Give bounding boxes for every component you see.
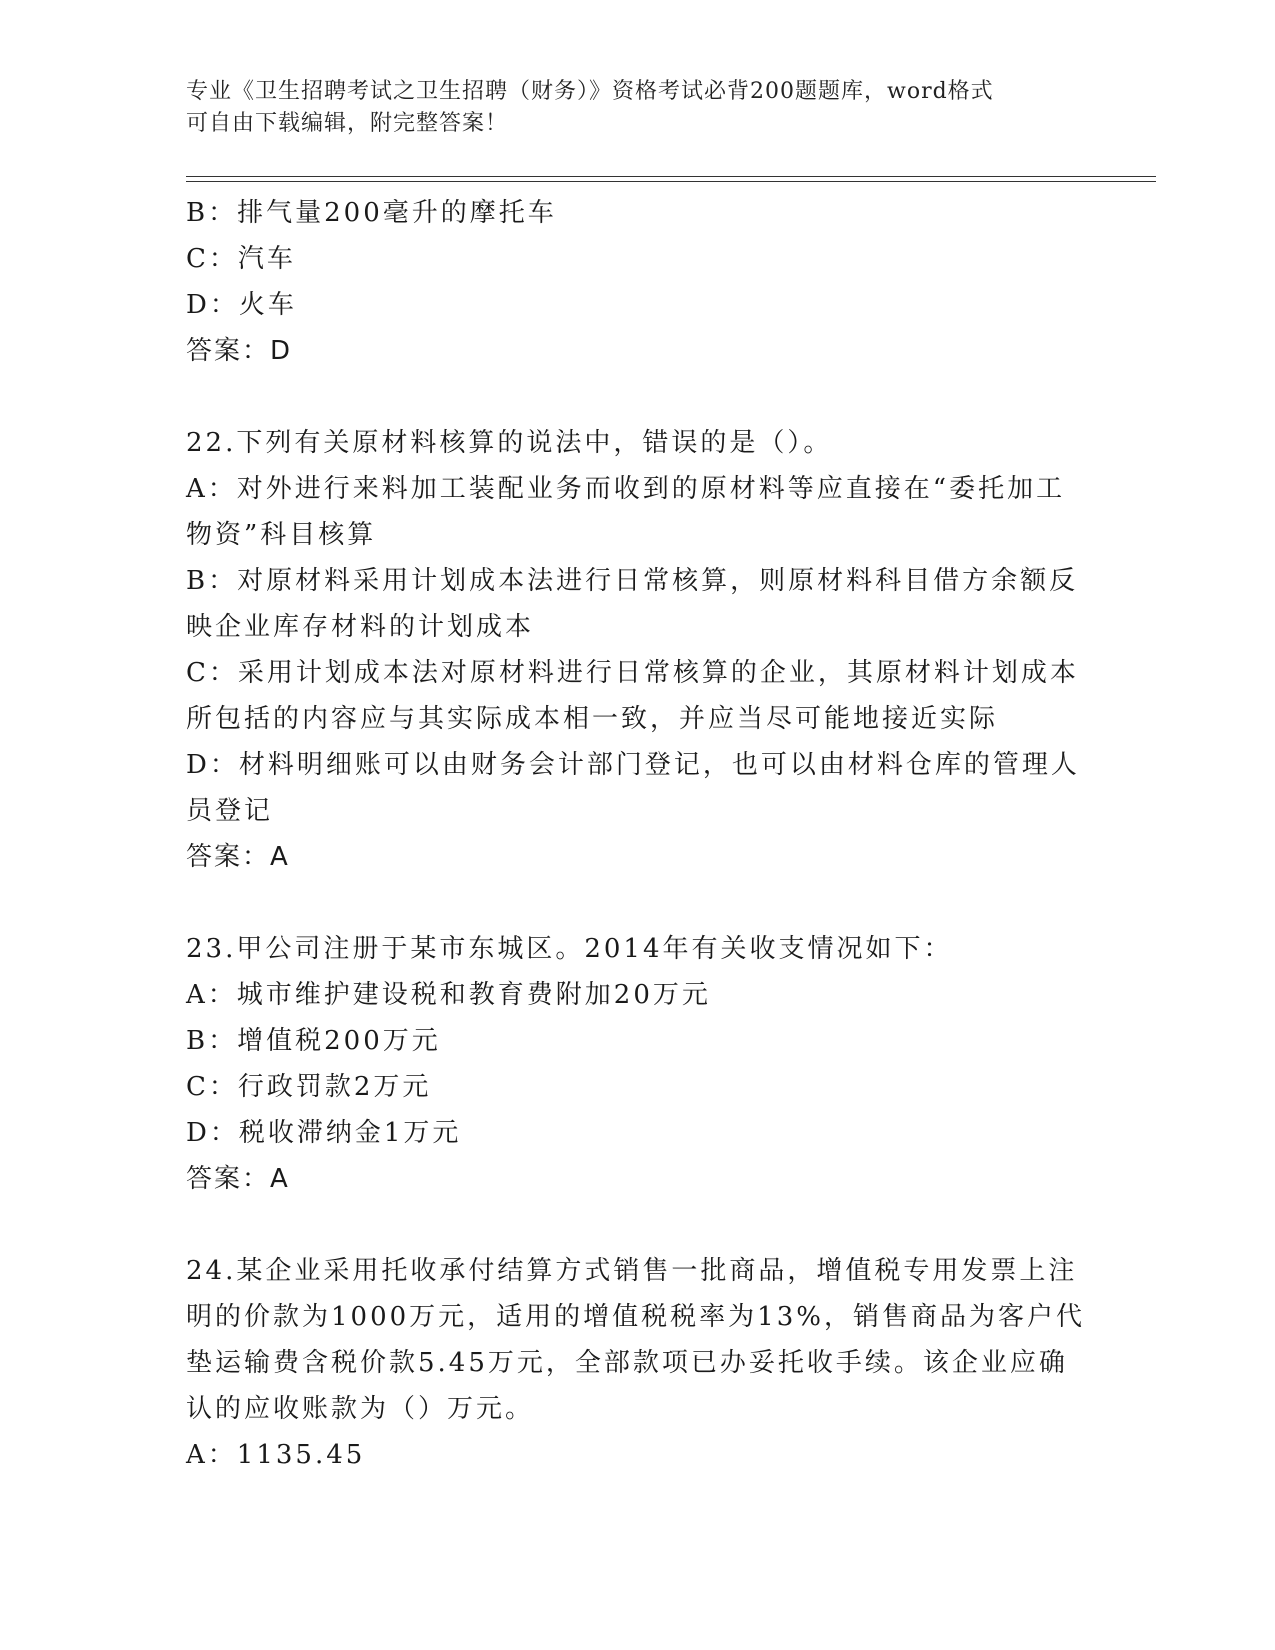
q23-option-a: A：城市维护建设税和教育费附加20万元 bbox=[186, 980, 711, 1010]
q23-option-b: B：增值税200万元 bbox=[186, 1026, 441, 1056]
q22-option-b-line-1: B：对原材料采用计划成本法进行日常核算，则原材料科目借方余额反 bbox=[186, 566, 1079, 596]
q22-option-d-line-2: 员登记 bbox=[186, 796, 274, 826]
q22-stem: 22.下列有关原材料核算的说法中，错误的是（）。 bbox=[186, 428, 833, 458]
q21-answer: 答案：D bbox=[186, 336, 293, 366]
q24-stem-line-4: 认的应收账款为（）万元。 bbox=[186, 1394, 535, 1424]
q24-stem-line-3: 垫运输费含税价款5.45万元，全部款项已办妥托收手续。该企业应确 bbox=[186, 1348, 1068, 1378]
q24-option-a: A：1135.45 bbox=[186, 1440, 366, 1470]
question-content bbox=[186, 190, 1086, 1478]
q23-stem: 23.甲公司注册于某市东城区。2014年有关收支情况如下： bbox=[186, 934, 953, 964]
header-title-line-2: 可自由下载编辑，附完整答案！ bbox=[186, 111, 509, 136]
q21-option-c: C：汽车 bbox=[186, 244, 296, 274]
q22-option-d-line-1: D：材料明细账可以由财务会计部门登记，也可以由材料仓库的管理人 bbox=[186, 750, 1080, 780]
spacer bbox=[186, 880, 1086, 926]
q22-option-a-line-1: A：对外进行来料加工装配业务而收到的原材料等应直接在“委托加工 bbox=[186, 474, 1066, 504]
q22-option-c-line-1: C：采用计划成本法对原材料进行日常核算的企业，其原材料计划成本 bbox=[186, 658, 1079, 688]
header-divider-top bbox=[186, 176, 1156, 177]
q22-option-b-line-2: 映企业库存材料的计划成本 bbox=[186, 612, 535, 642]
q24-stem-line-2: 明的价款为1000万元，适用的增值税税率为13%，销售商品为客户代 bbox=[186, 1302, 1085, 1332]
q23-option-c: C：行政罚款2万元 bbox=[186, 1072, 432, 1102]
spacer bbox=[186, 374, 1086, 420]
page-header bbox=[186, 76, 1066, 140]
q24-stem-line-1: 24.某企业采用托收承付结算方式销售一批商品，增值税专用发票上注 bbox=[186, 1256, 1078, 1286]
q22-option-a-line-2: 物资”科目核算 bbox=[186, 520, 377, 550]
q21-option-d: D：火车 bbox=[186, 290, 297, 320]
spacer bbox=[186, 1202, 1086, 1248]
q21-option-b: B：排气量200毫升的摩托车 bbox=[186, 198, 557, 228]
q23-option-d: D：税收滞纳金1万元 bbox=[186, 1118, 462, 1148]
q22-option-c-line-2: 所包括的内容应与其实际成本相一致，并应当尽可能地接近实际 bbox=[186, 704, 999, 734]
q23-answer: 答案：A bbox=[186, 1164, 290, 1194]
header-divider-bottom bbox=[186, 181, 1156, 182]
q22-answer: 答案：A bbox=[186, 842, 290, 872]
header-title-line-1: 专业《卫生招聘考试之卫生招聘（财务）》资格考试必背200题题库，word格式 bbox=[186, 79, 994, 104]
